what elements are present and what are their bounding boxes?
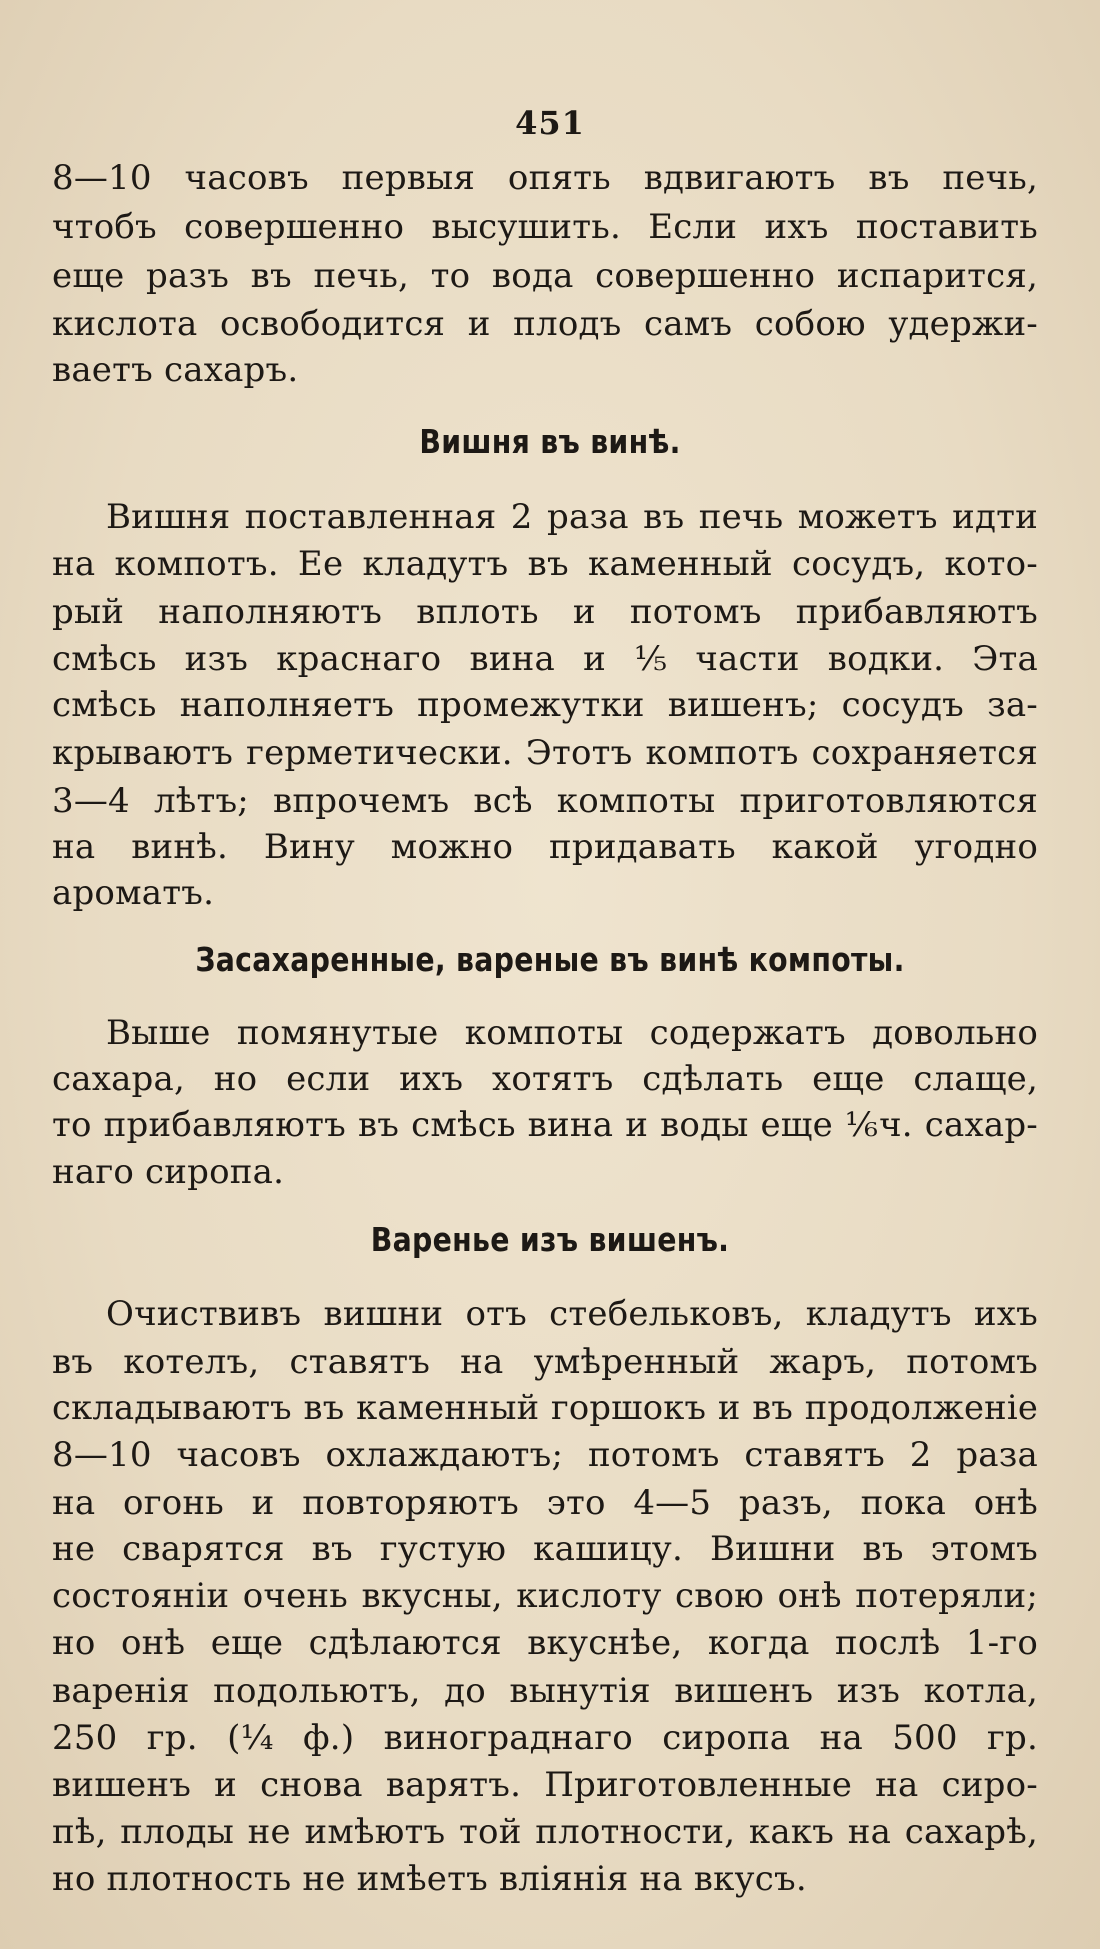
section-heading: Засахаренные, вареные въ винѣ компоты. [195, 940, 905, 979]
text-line: ваетъ сахаръ. [52, 350, 299, 390]
text-line: пѣ, плоды не имѣютъ той плотности, какъ на сахарѣ, [52, 1812, 1038, 1852]
text-line: смѣсь наполняетъ промежутки вишенъ; сосудъ за- [52, 685, 1038, 725]
text-line: сахара, но если ихъ хотятъ сдѣлать еще слаще, [52, 1059, 1038, 1099]
text-line: кислота освободится и плодъ самъ собою удержи- [52, 304, 1038, 344]
text-line: на компотъ. Ее кладутъ въ каменный сосудъ, кото- [52, 544, 1038, 584]
text-line: Очиствивъ вишни отъ стебельковъ, кладутъ ихъ [106, 1294, 1038, 1334]
text-line: смѣсь изъ краснаго вина и ⅕ части водки. Эта [52, 639, 1038, 679]
page-number: 451 [515, 104, 585, 142]
text-line: то прибавляютъ въ смѣсь вина и воды еще ⅙ч. сахар- [52, 1105, 1038, 1145]
text-line: 8—10 часовъ первыя опять вдвигаютъ въ печь, [52, 158, 1038, 198]
text-line: чтобъ совершенно высушить. Если ихъ поставить [52, 207, 1038, 247]
text-line: Выше помянутые компоты содержатъ довольно [106, 1013, 1038, 1053]
text-line: состояніи очень вкусны, кислоту свою онѣ потеряли; [52, 1576, 1038, 1616]
text-line: въ котелъ, ставятъ на умѣренный жаръ, потомъ [52, 1342, 1038, 1382]
text-line: но плотность не имѣетъ вліянія на вкусъ. [52, 1859, 807, 1899]
text-line: крываютъ герметически. Этотъ компотъ сохраняется [52, 733, 1038, 773]
text-line: 3—4 лѣтъ; впрочемъ всѣ компоты приготовляются [52, 781, 1038, 821]
text-line: ароматъ. [52, 873, 215, 913]
text-line: не сварятся въ густую кашицу. Вишни въ этомъ [52, 1529, 1038, 1569]
section-heading: Варенье изъ вишенъ. [370, 1220, 730, 1259]
text-line: но онѣ еще сдѣлаются вкуснѣе, когда послѣ 1-го [52, 1623, 1038, 1663]
text-line: наго сиропа. [52, 1152, 285, 1192]
section-heading: Вишня въ винѣ. [419, 422, 681, 461]
text-line: 250 гр. (¼ ф.) винограднаго сиропа на 500 гр. [52, 1718, 1038, 1758]
text-line: 8—10 часовъ охлаждаютъ; потомъ ставятъ 2 раза [52, 1435, 1038, 1475]
text-line: варенія подольютъ, до вынутія вишенъ изъ котла, [52, 1671, 1038, 1711]
text-line: еще разъ въ печь, то вода совершенно испарится, [52, 256, 1038, 296]
text-line: рый наполняютъ вплоть и потомъ прибавляютъ [52, 592, 1038, 632]
text-line: на винѣ. Вину можно придавать какой угодно [52, 827, 1038, 867]
text-line: складываютъ въ каменный горшокъ и въ продолженіе [52, 1388, 1038, 1427]
text-line: на огонь и повторяютъ это 4—5 разъ, пока онѣ [52, 1483, 1038, 1523]
text-line: вишенъ и снова варятъ. Приготовленные на сиро- [52, 1765, 1038, 1805]
text-line: Вишня поставленная 2 раза въ печь можетъ идти [106, 497, 1038, 537]
